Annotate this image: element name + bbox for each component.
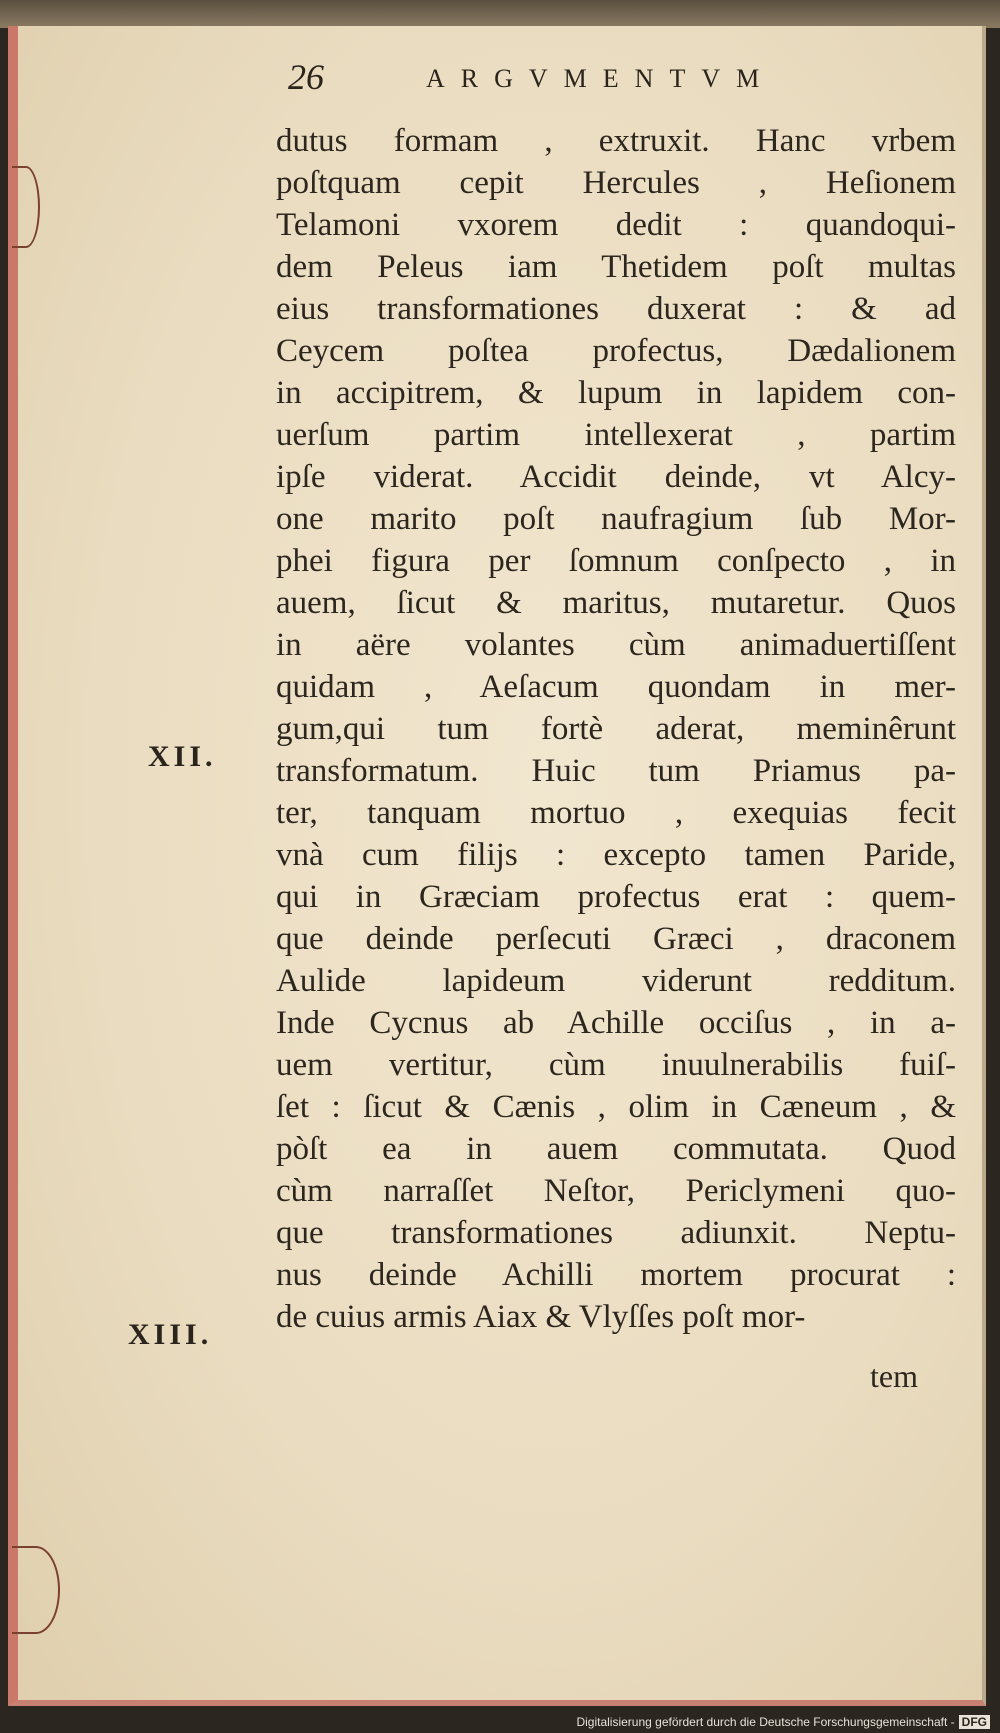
text-line: de cuius armis Aiax & Vlyſſes poſt mor-	[276, 1299, 806, 1335]
text-line: ipſe viderat. Accidit deinde, vt Alcy-	[276, 459, 956, 495]
dfg-logo: DFG	[959, 1715, 990, 1729]
text-line: cùm narraſſet Neſtor, Periclymeni quo-	[276, 1173, 956, 1209]
book-top-edge	[0, 0, 1000, 28]
binding-clasp-mark	[12, 166, 40, 248]
text-line: uerſum partim intellexerat , partim	[276, 417, 956, 453]
text-line: one marito poſt naufragium ſub Mor-	[276, 501, 956, 537]
text-line: que transformationes adiunxit. Neptu-	[276, 1215, 956, 1251]
text-line: Aulide lapideum viderunt redditum.	[276, 963, 956, 999]
credit-text: Digitalisierung gefördert durch die Deutsche Forschungsgemeinschaft -	[576, 1715, 955, 1729]
text-line: qui in Græciam profectus erat : quem-	[276, 879, 956, 915]
text-line: uem vertitur, cùm inuulnerabilis fuiſ-	[276, 1047, 956, 1083]
text-line: Telamoni vxorem dedit : quandoqui-	[276, 207, 956, 243]
text-line: dutus formam , extruxit. Hanc vrbem	[276, 123, 956, 159]
text-line: in aëre volantes cùm animaduertiſſent	[276, 627, 956, 663]
text-line: ſet : ſicut & Cænis , olim in Cæneum , &	[276, 1089, 956, 1125]
text-line: eius transformationes duxerat : & ad	[276, 291, 956, 327]
text-line: que deinde perſecuti Græci , draconem	[276, 921, 956, 957]
text-line: nus deinde Achilli mortem procurat :	[276, 1257, 956, 1293]
text-line: poſtquam cepit Hercules , Heſionem	[276, 165, 956, 201]
text-line: auem, ſicut & maritus, mutaretur. Quos	[276, 585, 956, 621]
text-line: ter, tanquam mortuo , exequias fecit	[276, 795, 956, 831]
text-line: dem Peleus iam Thetidem poſt multas	[276, 249, 956, 285]
text-line: Inde Cycnus ab Achille occiſus , in a-	[276, 1005, 956, 1041]
text-line: phei figura per ſomnum conſpecto , in	[276, 543, 956, 579]
binding-clasp-mark	[12, 1546, 60, 1634]
text-line: gum,qui tum fortè aderat, meminêrunt	[276, 711, 956, 747]
marginal-section-number: XIII.	[128, 1318, 213, 1351]
page-header	[288, 56, 848, 106]
page-number: 26	[288, 57, 324, 97]
text-line: pòſt ea in auem commutata. Quod	[276, 1131, 956, 1167]
text-line: transformatum. Huic tum Priamus pa-	[276, 753, 956, 789]
text-line: quidam , Aeſacum quondam in mer-	[276, 669, 956, 705]
running-head: ARGVMENTVM	[426, 64, 776, 93]
text-line: vnà cum filijs : excepto tamen Paride,	[276, 837, 956, 873]
text-line: in accipitrem, & lupum in lapidem con-	[276, 375, 956, 411]
digitization-credit	[576, 1715, 990, 1729]
marginal-section-number: XII.	[148, 740, 217, 773]
text-line: Ceycem poſtea profectus, Dædalionem	[276, 333, 956, 369]
catchword: tem	[870, 1358, 918, 1394]
body-text	[276, 120, 956, 1338]
